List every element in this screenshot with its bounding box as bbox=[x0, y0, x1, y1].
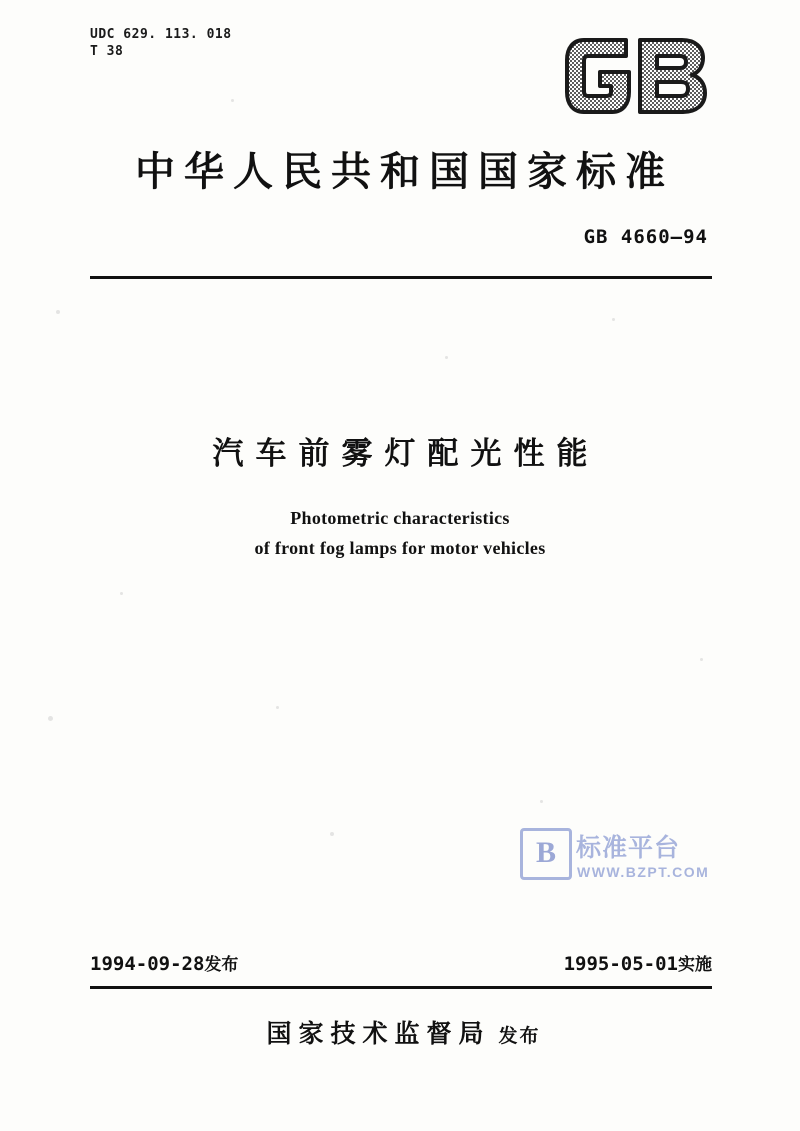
paper-speckle bbox=[56, 310, 60, 314]
gb-logo-icon bbox=[564, 34, 712, 116]
udc-classification bbox=[90, 26, 232, 60]
issuing-authority-verb: 发布 bbox=[498, 1025, 541, 1047]
paper-speckle bbox=[612, 318, 615, 321]
paper-speckle bbox=[540, 800, 543, 803]
udc-line-1: UDC 629. 113. 018 bbox=[90, 27, 232, 42]
document-title-en bbox=[0, 503, 800, 563]
watermark bbox=[520, 826, 740, 894]
paper-speckle bbox=[231, 99, 234, 102]
paper-speckle bbox=[700, 658, 703, 661]
issue-date bbox=[90, 950, 238, 975]
paper-speckle bbox=[48, 716, 53, 721]
issue-date-value: 1994-09-28 bbox=[90, 953, 205, 975]
watermark-badge-icon: B bbox=[520, 828, 572, 880]
footer-divider bbox=[90, 986, 712, 989]
implementation-date-value: 1995-05-01 bbox=[563, 953, 678, 975]
issuing-authority-name: 国家技术监督局 bbox=[266, 1019, 491, 1048]
udc-line-2: T 38 bbox=[90, 44, 124, 59]
watermark-url: WWW.BZPT.COM bbox=[577, 864, 710, 880]
implementation-date bbox=[564, 950, 712, 975]
header-divider bbox=[90, 276, 712, 279]
issue-date-label: 发布 bbox=[204, 955, 239, 975]
issuing-authority bbox=[0, 1014, 800, 1050]
national-standard-title: 中华人民共和国国家标准 bbox=[135, 149, 674, 195]
document-title-cn: 汽车前雾灯配光性能 bbox=[212, 436, 600, 472]
paper-speckle bbox=[120, 592, 123, 595]
standard-number: GB 4660—94 bbox=[583, 226, 708, 248]
paper-speckle bbox=[445, 356, 448, 359]
paper-speckle bbox=[330, 832, 334, 836]
implementation-date-label: 实施 bbox=[678, 955, 712, 975]
watermark-brand: 标准平台 bbox=[576, 833, 681, 862]
document-title-en-line-1: Photometric characteristics bbox=[290, 508, 510, 528]
document-title-en-line-2: of front fog lamps for motor vehicles bbox=[254, 538, 546, 558]
paper-speckle bbox=[276, 706, 279, 709]
